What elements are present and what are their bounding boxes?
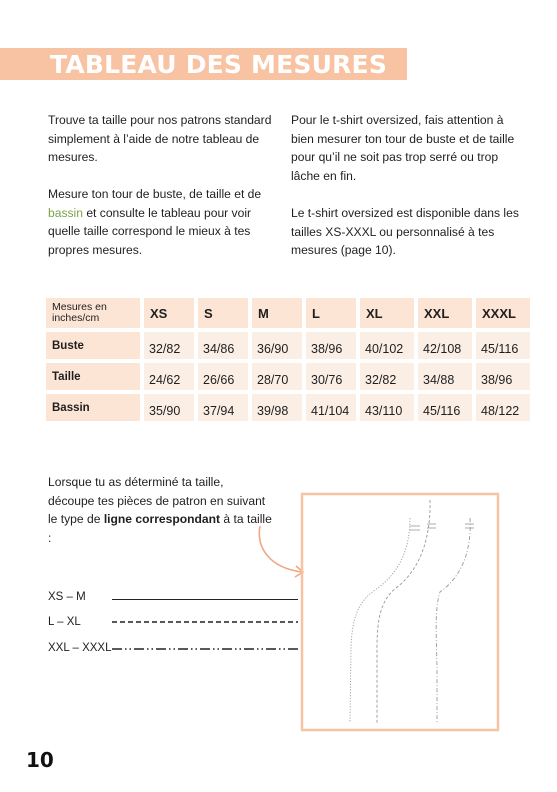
table-corner-line2: inches/cm: [52, 312, 100, 324]
table-cell: 26/66: [198, 363, 248, 390]
table-cell: 43/110: [360, 394, 414, 421]
intro-right-p2: Le t-shirt oversized est disponible dans les tailles XS-XXXL ou personnalisé à tes mesures (page 10).: [291, 206, 519, 258]
row-label: Buste: [46, 332, 140, 359]
intro-left-p2-before: Mesure ton tour de buste, de taille et de: [48, 187, 262, 201]
lines-intro: [48, 473, 273, 547]
table-cell: 37/94: [198, 394, 248, 421]
intro-left-p1: Trouve ta taille pour nos patrons standard simplement à l’aide de notre tableau de mesures.: [48, 113, 272, 165]
row-label: Taille: [46, 363, 140, 390]
table-cell: 32/82: [144, 332, 194, 359]
size-header: L: [306, 298, 356, 328]
table-cell: 45/116: [476, 332, 530, 359]
table-cell: 39/98: [252, 394, 302, 421]
legend-label-xs-m: XS – M: [48, 591, 86, 603]
table-cell: 30/76: [306, 363, 356, 390]
page-title: TABLEAU DES MESURES: [50, 50, 388, 79]
intro-left-p2-accent: bassin: [48, 205, 83, 220]
table-header-row: [46, 298, 534, 328]
pattern-illustration: [250, 478, 510, 738]
lines-intro-before: Lorsque tu as déterminé ta taille, découpe tes pièces de patron en suivant le type de: [48, 475, 266, 527]
lines-intro-after: à ta taille :: [48, 512, 272, 545]
size-header: S: [198, 298, 248, 328]
size-header: XS: [144, 298, 194, 328]
table-cell: 32/82: [360, 363, 414, 390]
row-label: Bassin: [46, 394, 140, 421]
table-cell: 34/86: [198, 332, 248, 359]
lines-intro-bold: ligne correspondant: [103, 512, 221, 527]
table-cell: 41/104: [306, 394, 356, 421]
table-cell: 36/90: [252, 332, 302, 359]
table-cell: 45/116: [418, 394, 472, 421]
curved-arrow-icon: [259, 526, 302, 572]
size-header: XXXL: [476, 298, 530, 328]
table-cell: 40/102: [360, 332, 414, 359]
table-row: [46, 332, 534, 359]
size-header: XXL: [418, 298, 472, 328]
size-header: XL: [360, 298, 414, 328]
table-cell: 42/108: [418, 332, 472, 359]
table-cell: 38/96: [476, 363, 530, 390]
size-header: M: [252, 298, 302, 328]
measurement-table: [46, 298, 534, 425]
table-corner-cell: [46, 298, 140, 328]
table-cell: 38/96: [306, 332, 356, 359]
table-cell: 48/122: [476, 394, 530, 421]
intro-left-p2-after: et consulte le tableau pour voir quelle taille correspond le mieux à tes propres mesures.: [48, 205, 252, 257]
page-number: 10: [26, 748, 54, 772]
table-row: [46, 394, 534, 421]
legend-label-xxl-xxxl: XXL – XXXL: [48, 642, 112, 654]
intro-left-p2: [48, 185, 273, 259]
intro-right-p1: Pour le t-shirt oversized, fais attention à bien mesurer ton tour de buste et de taille pour qu’il ne soit pas trop serré ou trop lâche en fin.: [291, 113, 515, 183]
table-cell: 35/90: [144, 394, 194, 421]
table-cell: 28/70: [252, 363, 302, 390]
table-cell: 24/62: [144, 363, 194, 390]
table-corner-line1: Mesures en: [52, 301, 107, 313]
table-row: [46, 363, 534, 390]
table-cell: 34/88: [418, 363, 472, 390]
legend-label-l-xl: L – XL: [48, 616, 81, 628]
